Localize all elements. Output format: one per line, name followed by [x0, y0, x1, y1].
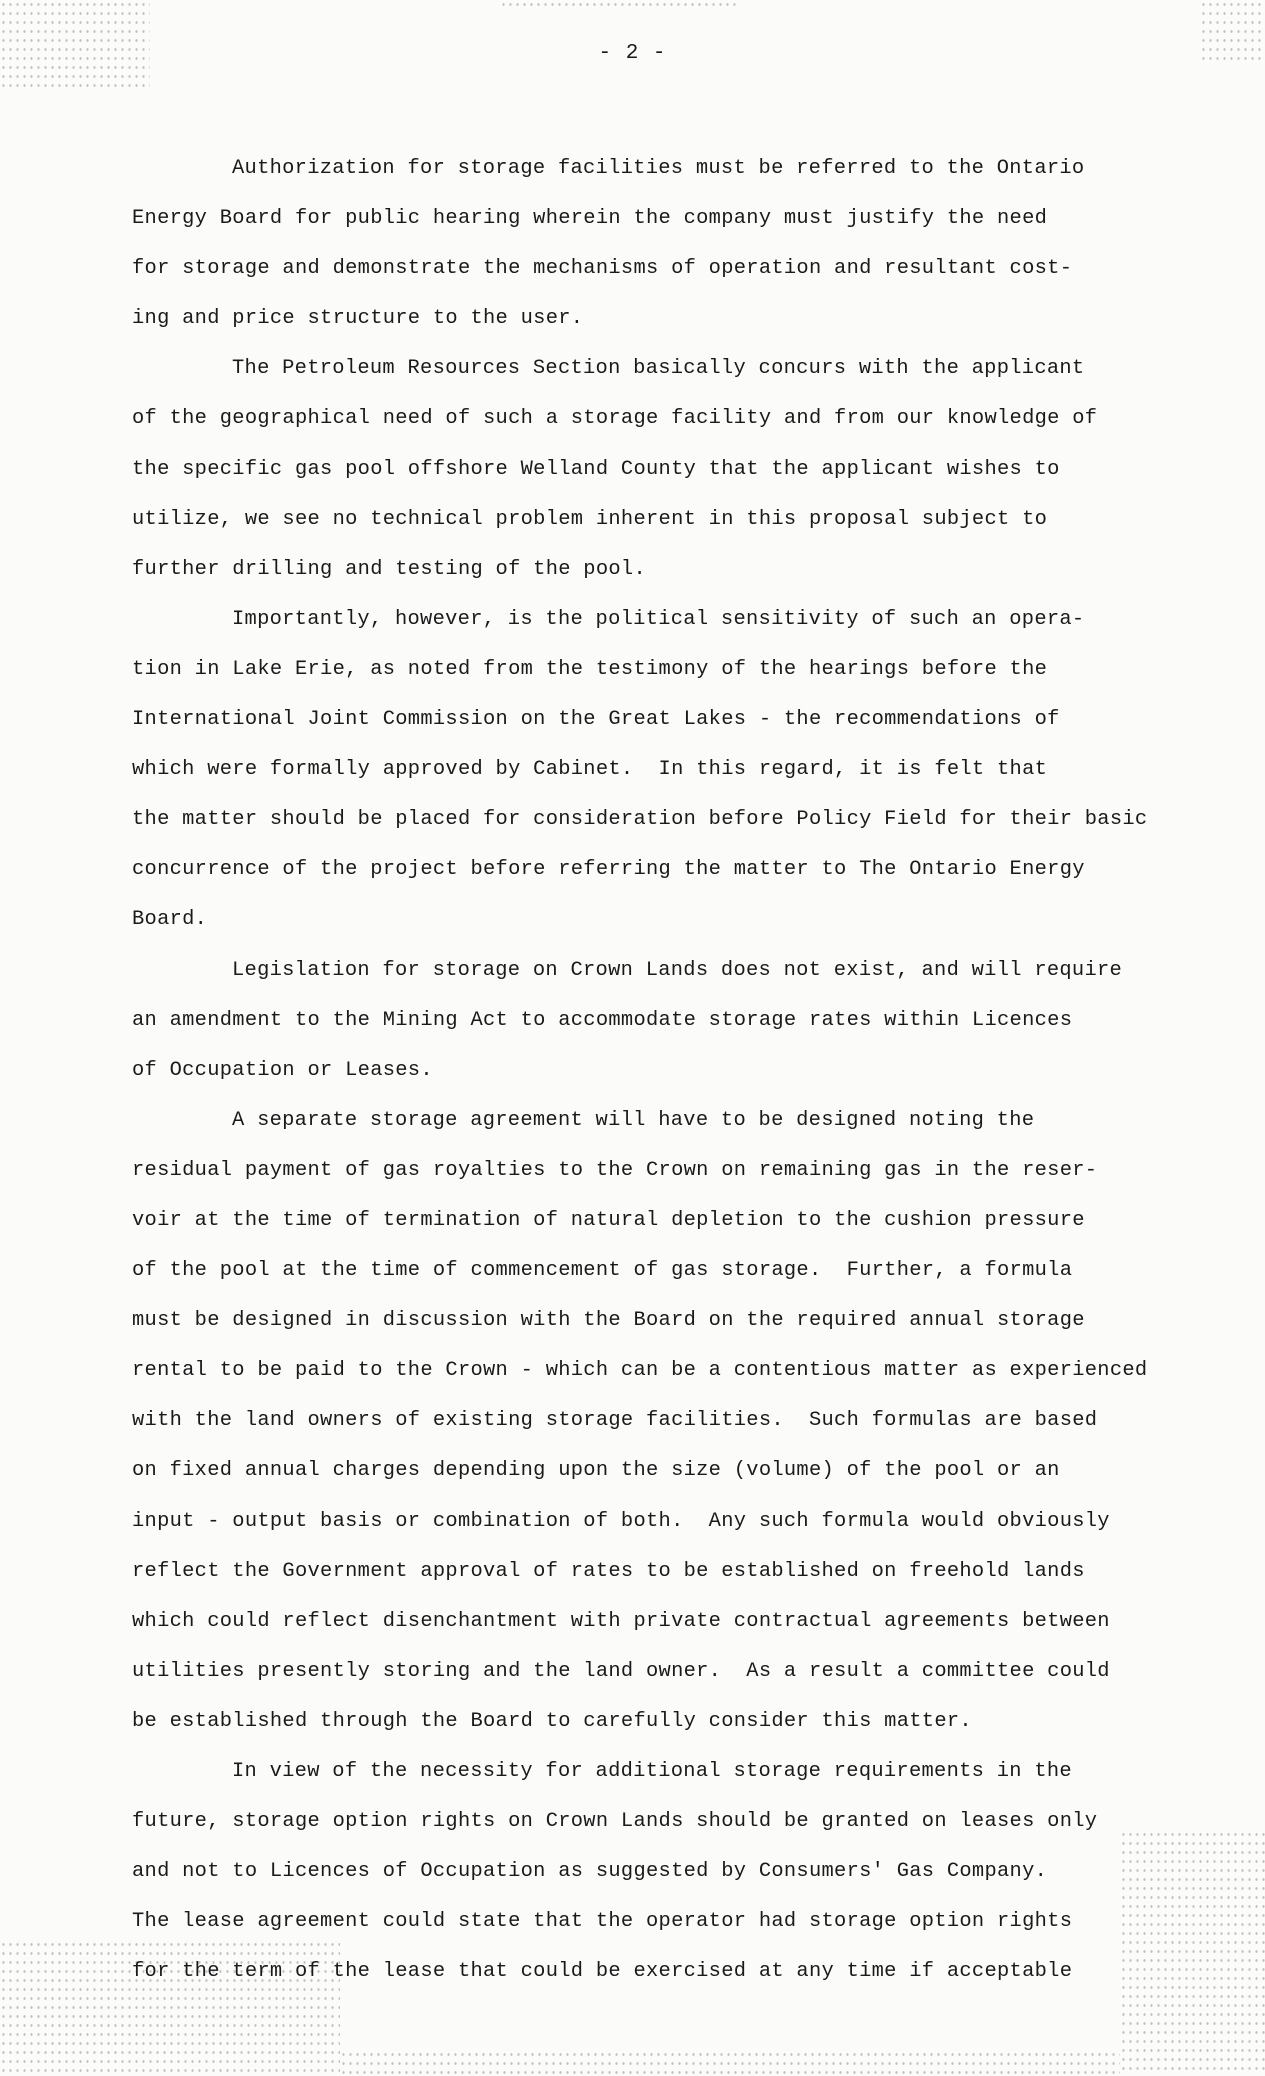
text-line: future, storage option rights on Crown Lands should be granted on leases only [132, 1810, 1098, 1834]
text-line: The lease agreement could state that the operator had storage option rights [132, 1910, 1073, 1934]
text-line: residual payment of gas royalties to the Crown on remaining gas in the reser- [132, 1158, 1098, 1182]
document-body [132, 144, 1172, 1997]
text-line: be established through the Board to carefully consider this matter. [132, 1709, 972, 1733]
paragraph [132, 595, 1172, 946]
text-line: with the land owners of existing storage facilities. Such formulas are based [132, 1409, 1098, 1433]
text-line: Importantly, however, is the political sensitivity of such an opera- [232, 607, 1085, 631]
text-line: input - output basis or combination of both. Any such formula would obviously [132, 1509, 1110, 1533]
text-line: concurrence of the project before referring the matter to The Ontario Energy [132, 858, 1085, 882]
text-line: ing and price structure to the user. [132, 307, 584, 331]
text-line: for the term of the lease that could be exercised at any time if acceptable [132, 1960, 1073, 1984]
text-line: In view of the necessity for additional storage requirements in the [232, 1760, 1072, 1783]
text-line: rental to be paid to the Crown - which can be a contentious matter as experienced [132, 1359, 1148, 1383]
text-line: and not to Licences of Occupation as suggested by Consumers' Gas Company. [132, 1860, 1048, 1884]
text-line: of Occupation or Leases. [132, 1058, 433, 1082]
text-line: which could reflect disenchantment with private contractual agreements between [132, 1609, 1110, 1633]
text-line: reflect the Government approval of rates to be established on freehold lands [132, 1559, 1085, 1583]
text-line: utilities presently storing and the land owner. As a result a committee could [132, 1659, 1110, 1683]
text-line: which were formally approved by Cabinet. In this regard, it is felt that [132, 758, 1048, 782]
paragraph [132, 344, 1172, 594]
text-line: must be designed in discussion with the Board on the required annual storage [132, 1309, 1085, 1333]
text-line: for storage and demonstrate the mechanisms of operation and resultant cost- [132, 257, 1073, 281]
paragraph [132, 946, 1172, 1096]
text-line: on fixed annual charges depending upon the size (volume) of the pool or an [132, 1459, 1060, 1483]
scan-noise-bottom-edge [340, 2050, 1120, 2076]
text-line: tion in Lake Erie, as noted from the testimony of the hearings before the [132, 657, 1048, 681]
text-line: A separate storage agreement will have to be designed noting the [232, 1108, 1035, 1132]
text-line: the matter should be placed for consideration before Policy Field for their basic [132, 808, 1148, 832]
paragraph [132, 1747, 1172, 1997]
text-line: International Joint Commission on the Great Lakes - the recommendations of [132, 708, 1060, 732]
text-line: Board. [132, 908, 208, 932]
page-number: - 2 - [598, 42, 667, 65]
paragraph [132, 144, 1172, 344]
text-line: The Petroleum Resources Section basically concurs with the applicant [232, 357, 1085, 381]
text-line: of the geographical need of such a storage facility and from our knowledge of [132, 407, 1098, 431]
text-line: Legislation for storage on Crown Lands does not exist, and will require [232, 958, 1123, 982]
text-line: of the pool at the time of commencement of gas storage. Further, a formula [132, 1259, 1073, 1283]
text-line: the specific gas pool offshore Welland County that the applicant wishes to [132, 457, 1060, 481]
text-line: Authorization for storage facilities must be referred to the Ontario [232, 157, 1085, 180]
text-line: Energy Board for public hearing wherein the company must justify the need [132, 207, 1048, 231]
text-line: utilize, we see no technical problem inherent in this proposal subject to [132, 507, 1048, 531]
text-line: further drilling and testing of the pool. [132, 557, 646, 581]
text-line: voir at the time of termination of natural depletion to the cushion pressure [132, 1208, 1085, 1232]
scan-noise-top-center [500, 0, 740, 10]
paragraph [132, 1096, 1172, 1747]
text-line: an amendment to the Mining Act to accommodate storage rates within Licences [132, 1008, 1073, 1032]
